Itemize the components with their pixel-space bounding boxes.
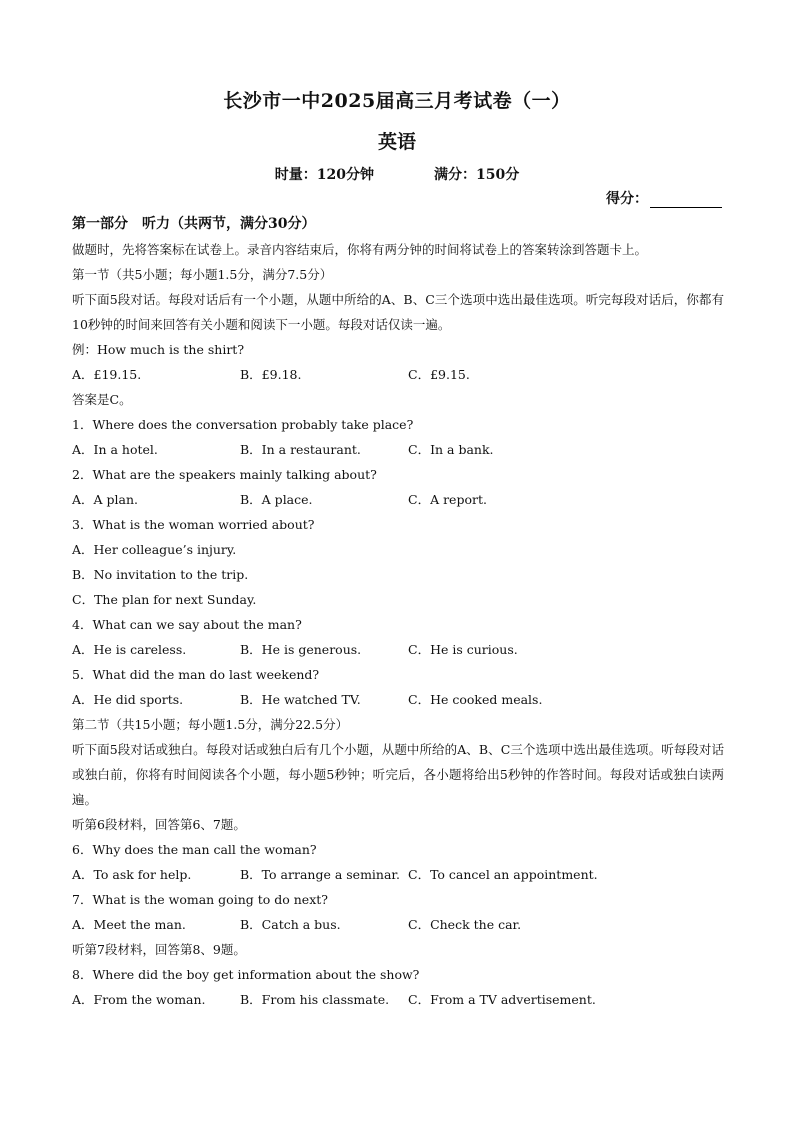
part1-heading: 第一部分 听力（共两节，满分30分）: [72, 216, 316, 232]
question-7-options: [72, 912, 724, 937]
option-a: A．From the woman.: [72, 992, 206, 1007]
part1-listening: [72, 212, 724, 1012]
question-2-options: [72, 487, 724, 512]
subject-title: 英语: [377, 131, 416, 153]
exam-meta: [0, 164, 794, 184]
option-b: B．Catch a bus.: [240, 917, 341, 932]
part1-instruction: 做题时，先将答案标在试卷上。录音内容结束后，你将有两分钟的时间将试卷上的答案转涂到答题卡上。: [72, 242, 648, 257]
option-a: A．To ask for help.: [72, 867, 192, 882]
example-question: 例：How much is the shirt?: [72, 342, 245, 357]
option-c: C．He is curious.: [408, 642, 518, 657]
question-8: 8．Where did the boy get information about the show?: [72, 967, 420, 982]
score-field: [606, 188, 722, 208]
option-c: C．To cancel an appointment.: [408, 867, 598, 882]
question-2: 2．What are the speakers mainly talking about?: [72, 467, 377, 482]
option-c: C．Check the car.: [408, 917, 522, 932]
option-c: C．He cooked meals.: [408, 692, 543, 707]
option-a: A．A plan.: [72, 492, 139, 507]
section2-title: 第二节（共15小题；每小题1.5分，满分22.5分）: [72, 717, 349, 732]
question-1: 1．Where does the conversation probably take place?: [72, 417, 414, 432]
question-4-options: [72, 637, 724, 662]
full-score: 满分：150分: [434, 167, 520, 183]
question-6: 6．Why does the man call the woman?: [72, 842, 317, 857]
option-c: C．£9.15.: [408, 367, 470, 382]
material-7-note: 听第7段材料，回答第8、9题。: [72, 942, 246, 957]
question-1-options: [72, 437, 724, 462]
option-b: B．From his classmate.: [240, 992, 390, 1007]
option-b: B．He watched TV.: [240, 692, 361, 707]
exam-title: 长沙市一中2025届高三月考试卷（一）: [223, 90, 571, 112]
option-c: C．The plan for next Sunday.: [72, 592, 257, 607]
option-a: A．He is careless.: [72, 642, 187, 657]
question-5: 5．What did the man do last weekend?: [72, 667, 320, 682]
option-a: A．Her colleague’s injury.: [72, 542, 237, 557]
option-b: B．A place.: [240, 492, 313, 507]
option-a: A．In a hotel.: [72, 442, 158, 457]
question-3: 3．What is the woman worried about?: [72, 517, 315, 532]
option-b: B．He is generous.: [240, 642, 362, 657]
example-options: [72, 362, 724, 387]
option-a: A．He did sports.: [72, 692, 184, 707]
score-label: 得分：: [606, 191, 648, 207]
section1-title: 第一节（共5小题；每小题1.5分，满分7.5分）: [72, 267, 333, 282]
option-c: C．From a TV advertisement.: [408, 992, 596, 1007]
section2-instruction: 听下面5段对话或独白。每段对话或独白后有几个小题，从题中所给的A、B、C三个选项中选出最佳选项。听每段对话或独白前，你将有时间阅读各个小题，每小题5秒钟；听完后，各小题将给出5秒钟的作答时间。每段对话或独白读两遍。: [72, 742, 724, 807]
option-a: A．£19.15.: [72, 367, 142, 382]
question-4: 4．What can we say about the man?: [72, 617, 302, 632]
option-b: B．No invitation to the trip.: [72, 567, 249, 582]
option-a: A．Meet the man.: [72, 917, 186, 932]
option-c: C．A report.: [408, 492, 487, 507]
question-6-options: [72, 862, 724, 887]
example-answer: 答案是C。: [72, 392, 132, 407]
question-5-options: [72, 687, 724, 712]
option-b: B．To arrange a seminar.: [240, 867, 400, 882]
question-7: 7．What is the woman going to do next?: [72, 892, 328, 907]
time-limit: 时量：120分钟: [274, 167, 374, 183]
section1-instruction: 听下面5段对话。每段对话后有一个小题，从题中所给的A、B、C三个选项中选出最佳选项。听完每段对话后，你都有10秒钟的时间来回答有关小题和阅读下一小题。每段对话仅读一遍。: [72, 292, 724, 332]
material-6-note: 听第6段材料，回答第6、7题。: [72, 817, 246, 832]
option-b: B．In a restaurant.: [240, 442, 361, 457]
question-8-options: [72, 987, 724, 1012]
option-c: C．In a bank.: [408, 442, 494, 457]
option-b: B．£9.18.: [240, 367, 302, 382]
score-blank: [650, 193, 722, 208]
